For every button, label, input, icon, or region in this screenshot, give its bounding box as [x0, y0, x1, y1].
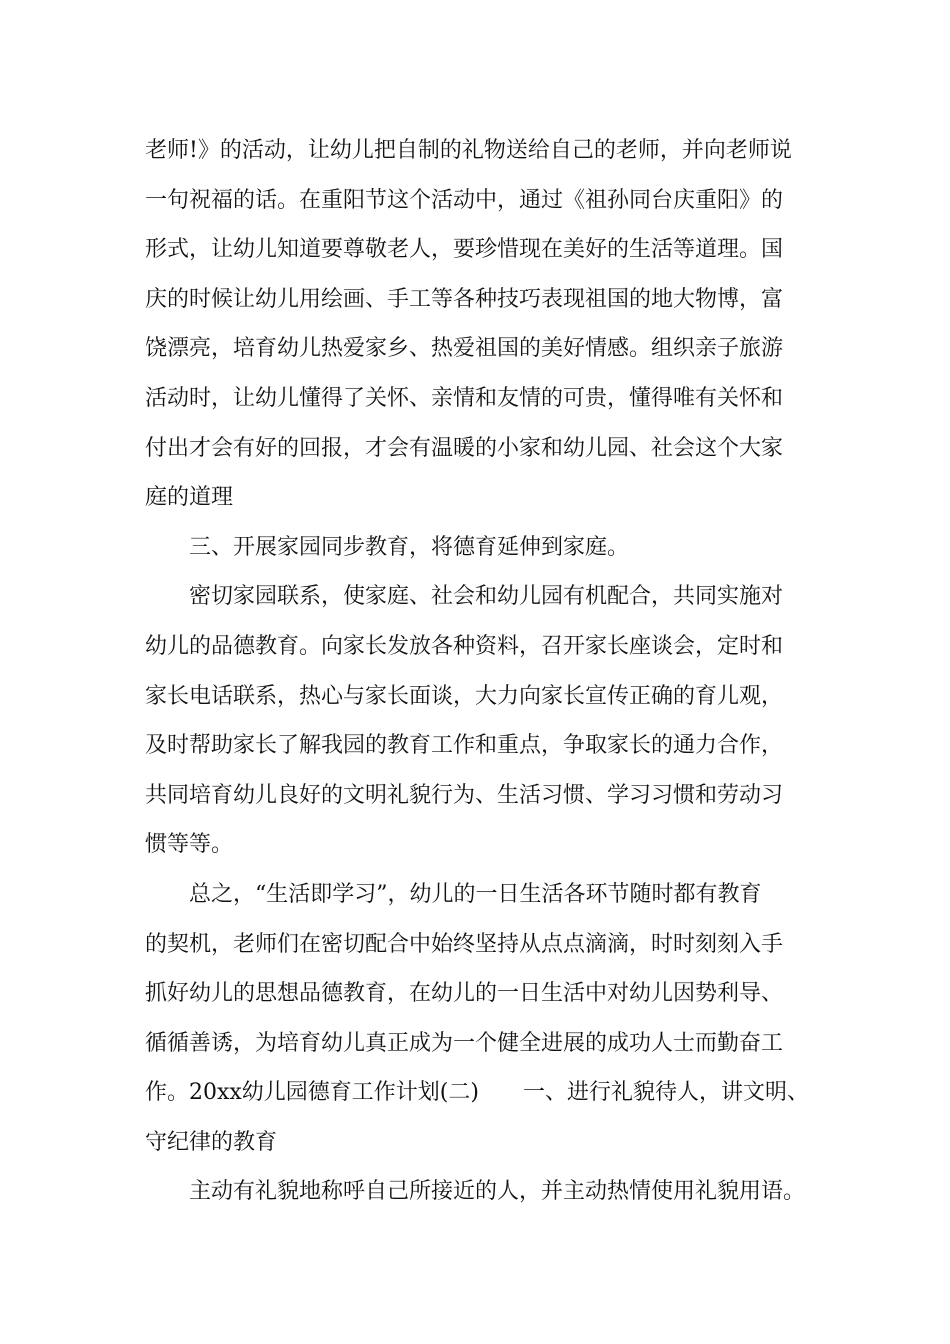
text-line: 及时帮助家长了解我园的教育工作和重点，争取家长的通力合作，: [145, 733, 784, 759]
text-line: 作。20xx幼儿园德育工作计划(二) 一、进行礼貌待人，讲文明、: [145, 1080, 809, 1106]
text-line: 庭的道理: [145, 485, 234, 511]
text-line: 活动时，让幼儿懂得了关怀、亲情和友情的可贵，懂得唯有关怀和: [145, 385, 784, 411]
body-text: [145, 126, 835, 1217]
text-line: 付出才会有好的回报，才会有温暖的小家和幼儿园、社会这个大家: [145, 435, 784, 461]
text-line: 饶漂亮，培育幼儿热爱家乡、热爱祖国的美好情感。组织亲子旅游: [145, 336, 784, 362]
text-line: 共同培育幼儿良好的文明礼貌行为、生活习惯、学习习惯和劳动习: [145, 782, 784, 808]
text-line: 老师!》的活动，让幼儿把自制的礼物送给自己的老师，并向老师说: [145, 138, 792, 163]
text-line: 幼儿的品德教育。向家长发放各种资料，召开家长座谈会，定时和: [145, 633, 784, 659]
text-line: 的契机，老师们在密切配合中始终坚持从点点滴滴，时时刻刻入手: [145, 931, 784, 957]
text-line: 主动有礼貌地称呼自己所接近的人，并主动热情使用礼貌用语。: [189, 1179, 806, 1205]
section-heading: 三、开展家园同步教育，将德育延伸到家庭。: [189, 534, 630, 560]
text-line: 形式，让幼儿知道要尊敬老人，要珍惜现在美好的生活等道理。国: [145, 237, 784, 263]
text-line: 庆的时候让幼儿用绘画、手工等各种技巧表现祖国的地大物博，富: [145, 286, 784, 312]
text-line: 家长电话联系，热心与家长面谈，大力向家长宣传正确的育儿观，: [145, 683, 784, 709]
text-line: 惯等等。: [145, 832, 234, 858]
text-line: 总之，“生活即学习”，幼儿的一日生活各环节随时都有教育: [189, 881, 762, 907]
text-line: 守纪律的教育: [145, 1129, 278, 1155]
text-line: 一句祝福的话。在重阳节这个活动中，通过《祖孙同台庆重阳》的: [145, 187, 784, 213]
text-line: 抓好幼儿的思想品德教育，在幼儿的一日生活中对幼儿因势利导、: [145, 981, 784, 1007]
text-line: 密切家园联系，使家庭、社会和幼儿园有机配合，共同实施对: [189, 584, 784, 610]
text-line: 循循善诱，为培育幼儿真正成为一个健全进展的成功人士而勤奋工: [145, 1030, 784, 1056]
